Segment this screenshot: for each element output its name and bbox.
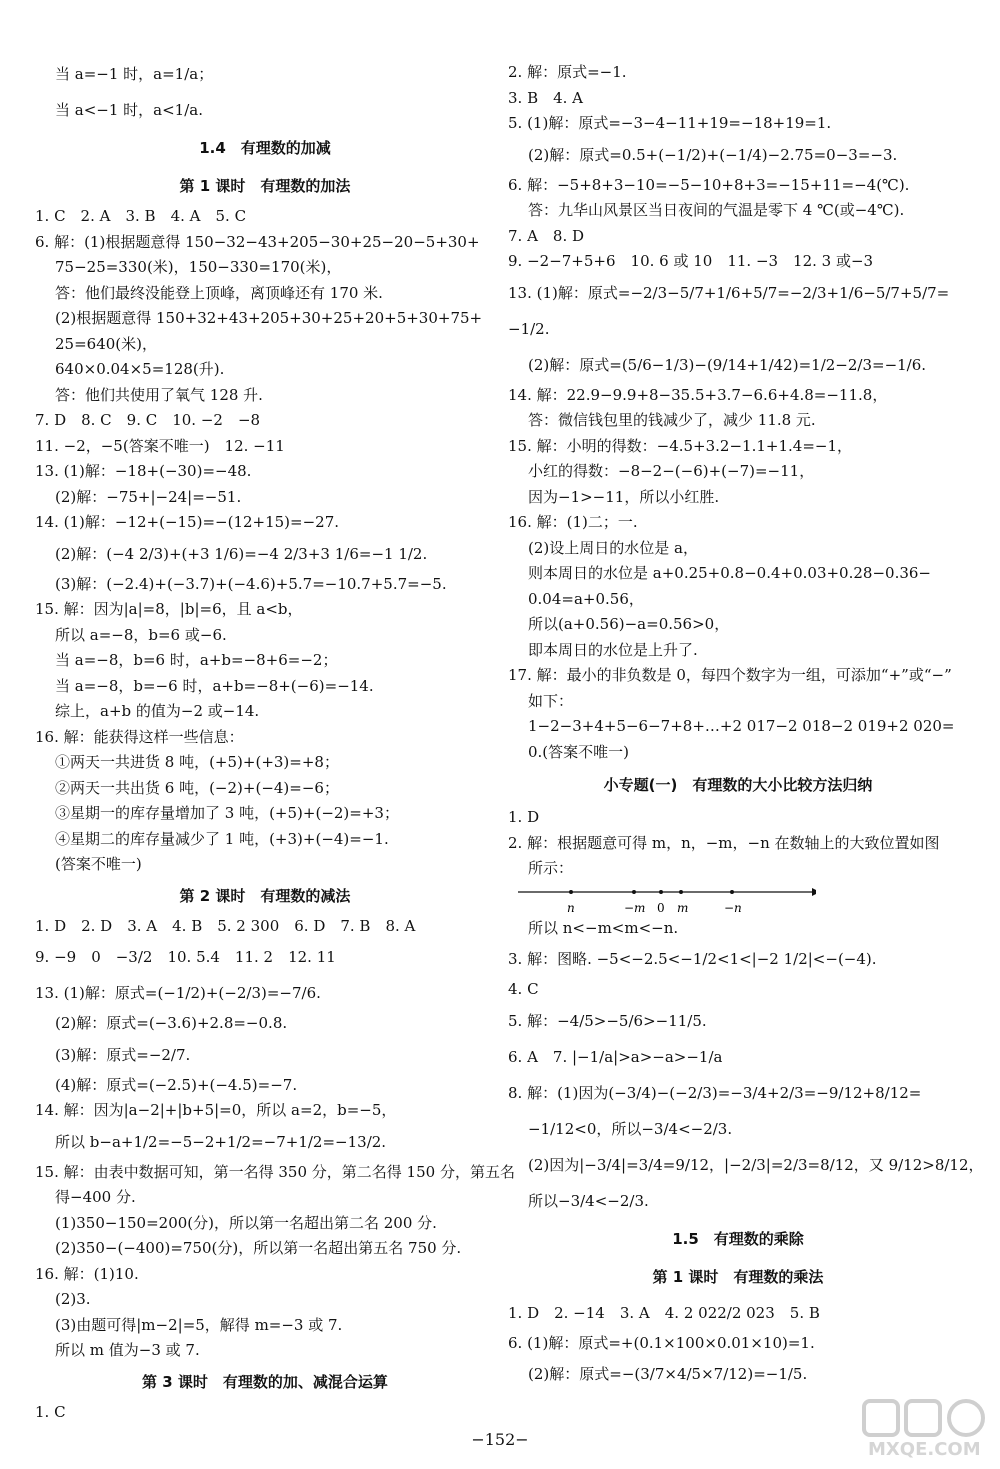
text-line: (2)解：原式=(5/6−1/3)−(9/14+1/42)=1/2−2/3=−1/6. bbox=[528, 355, 927, 374]
number-line bbox=[516, 882, 816, 916]
text-line: 所以 n<−m<m<−n. bbox=[528, 918, 679, 937]
number-line-arrow bbox=[812, 888, 816, 896]
text-line: ①两天一共进货 8 吨，(+5)+(+3)=+8； bbox=[55, 753, 339, 771]
text-line: 所以 a=−8，b=6 或−6. bbox=[55, 625, 227, 644]
text-line: 0.(答案不唯一) bbox=[528, 742, 630, 761]
text-line: 17. 解：最小的非负数是 0，每四个数字为一组，可添加“+”或“−” bbox=[508, 666, 952, 684]
text-line: 1. D bbox=[508, 808, 540, 826]
text-line: (2)解：原式=−(3/7×4/5×7/12)=−1/5. bbox=[528, 1365, 808, 1383]
text-line: 15. 解：由表中数据可知，第一名得 350 分，第二名得 150 分，第五名 bbox=[35, 1162, 515, 1181]
text-line: (3)解：原式=−2/7. bbox=[55, 1045, 191, 1064]
text-line: ②两天一共出货 6 吨，(−2)+(−4)=−6； bbox=[55, 778, 339, 797]
section-heading: 小专题(一) 有理数的大小比较方法归纳 bbox=[603, 776, 873, 794]
point-neg-n bbox=[730, 890, 734, 894]
text-line: 6. 解：−5+8+3−10=−5−10+8+3=−15+11=−4(℃). bbox=[508, 175, 910, 194]
text-line: 答：他们共使用了氧气 128 升. bbox=[55, 385, 263, 404]
text-line: 当 a=−8，b=6 时，a+b=−8+6=−2； bbox=[55, 651, 338, 669]
label-n: n bbox=[567, 900, 575, 915]
text-line: (3)由题可得|m−2|=5，解得 m=−3 或 7. bbox=[55, 1315, 343, 1334]
text-line: 所以−3/4<−2/3. bbox=[528, 1191, 649, 1210]
text-line: 16. 解：(1)10. bbox=[35, 1264, 139, 1283]
text-line: 1. D 2. D 3. A 4. B 5. 2 300 6. D 7. B 8. A bbox=[35, 916, 416, 935]
text-line: ④星期二的库存量减少了 1 吨，(+3)+(−4)=−1. bbox=[55, 829, 389, 848]
text-line: 5. (1)解：原式=−3−4−11+19=−18+19=1. bbox=[508, 114, 832, 132]
label-m: m bbox=[677, 900, 689, 915]
point-m bbox=[679, 890, 683, 894]
text-line: 7. D 8. C 9. C 10. −2 −8 bbox=[35, 411, 261, 429]
text-line: 15. 解：小明的得数：−4.5+3.2−1.1+1.4=−1， bbox=[508, 436, 852, 455]
text-line: (2)3. bbox=[55, 1290, 91, 1308]
section-heading: 1.4 有理数的加减 bbox=[199, 139, 331, 157]
text-line: 6. 解：(1)根据题意得 150−32−43+205−30+25−20−5+30+ bbox=[35, 232, 480, 251]
text-line: 2. 解：根据题意可得 m，n，−m，−n 在数轴上的大致位置如图 bbox=[508, 833, 940, 852]
page-number: −152− bbox=[471, 1430, 529, 1449]
text-line: 小红的得数：−8−2−(−6)+(−7)=−11， bbox=[528, 462, 815, 480]
section-heading: 1.5 有理数的乘除 bbox=[672, 1229, 804, 1248]
text-line: (2)解：原式=(−3.6)+2.8=−0.8. bbox=[55, 1014, 288, 1032]
point-neg-m bbox=[632, 890, 636, 894]
text-line: 9. −9 0 −3/2 10. 5.4 11. 2 12. 11 bbox=[35, 948, 336, 966]
text-line: 1. C 2. A 3. B 4. A 5. C bbox=[35, 207, 247, 225]
right-column bbox=[508, 60, 984, 1392]
text-line: 得−400 分. bbox=[55, 1188, 136, 1206]
text-line: (2)根据题意得 150+32+43+205+30+25+20+5+30+75+ bbox=[55, 309, 483, 327]
text-line: 如下： bbox=[528, 691, 574, 710]
text-line: 13. (1)解：原式=(−1/2)+(−2/3)=−7/6. bbox=[35, 984, 321, 1002]
text-line: 综上，a+b 的值为−2 或−14. bbox=[55, 702, 260, 720]
label-zero: 0 bbox=[657, 900, 665, 915]
point-n bbox=[569, 890, 573, 894]
text-line: −1/12<0，所以−3/4<−2/3. bbox=[528, 1119, 733, 1138]
text-line: 4. C bbox=[508, 980, 539, 998]
text-line: (答案不唯一) bbox=[55, 855, 142, 873]
text-line: 1−2−3+4+5−6−7+8+…+2 017−2 018−2 019+2 020= bbox=[528, 717, 955, 735]
text-line: (2)设上周日的水位是 a， bbox=[528, 538, 698, 557]
text-line: 8. 解：(1)因为(−3/4)−(−2/3)=−3/4+2/3=−9/12+8/12= bbox=[508, 1083, 922, 1102]
text-line: 14. (1)解：−12+(−15)=−(12+15)=−27. bbox=[35, 513, 340, 531]
lesson-heading: 第 1 课时 有理数的加法 bbox=[179, 177, 351, 195]
text-line: 所以 m 值为−3 或 7. bbox=[55, 1341, 200, 1359]
text-line: 1. C bbox=[35, 1402, 66, 1421]
text-line: 9. −2−7+5+6 10. 6 或 10 11. −3 12. 3 或−3 bbox=[508, 252, 874, 270]
text-line: 16. 解：(1)二；一. bbox=[508, 513, 638, 531]
lesson-heading: 第 2 课时 有理数的减法 bbox=[179, 886, 351, 905]
text-line: 则本周日的水位是 a+0.25+0.8−0.4+0.03+0.28−0.36− bbox=[528, 564, 931, 582]
text-line: 当 a=−1 时，a=1/a； bbox=[55, 65, 214, 83]
text-line: 15. 解：因为|a|=8，|b|=6，且 a<b， bbox=[35, 600, 303, 618]
text-line: 11. −2，−5(答案不唯一) 12. −11 bbox=[35, 436, 285, 455]
text-line: 25=640(米)， bbox=[55, 334, 157, 353]
text-line: 14. 解：因为|a−2|+|b+5|=0，所以 a=2，b=−5， bbox=[35, 1101, 397, 1119]
text-line: (2)因为|−3/4|=3/4=9/12，|−2/3|=2/3=8/12，又 9/12>8/12， bbox=[528, 1155, 984, 1174]
text-line: (4)解：原式=(−2.5)+(−4.5)=−7. bbox=[55, 1075, 298, 1094]
text-line: 7. A 8. D bbox=[508, 226, 585, 245]
text-line: (2)350−(−400)=750(分)，所以第一名超出第五名 750 分. bbox=[55, 1239, 462, 1257]
number-line-figure bbox=[508, 882, 968, 916]
text-line: (2)解：原式=0.5+(−1/2)+(−1/4)−2.75=0−3=−3. bbox=[528, 145, 898, 164]
label-neg-m: −m bbox=[624, 900, 646, 915]
text-line: 所示： bbox=[528, 859, 574, 877]
text-line: 即本周日的水位是上升了. bbox=[528, 640, 698, 659]
text-line: ③星期一的库存量增加了 3 吨，(+5)+(−2)=+3； bbox=[55, 804, 399, 822]
text-line: 所以(a+0.56)−a=0.56>0， bbox=[528, 615, 730, 633]
text-line: 2. 解：原式=−1. bbox=[508, 63, 627, 81]
lesson-heading: 第 3 课时 有理数的加、减混合运算 bbox=[142, 1372, 388, 1391]
watermark-logo bbox=[860, 1395, 990, 1465]
lesson-heading: 第 1 课时 有理数的乘法 bbox=[652, 1267, 824, 1286]
left-column bbox=[35, 56, 515, 1425]
text-line: 6. A 7. |−1/a|>a>−a>−1/a bbox=[508, 1047, 723, 1066]
text-line: 13. (1)解：原式=−2/3−5/7+1/6+5/7=−2/3+1/6−5/7+5/7= bbox=[508, 283, 950, 302]
point-zero bbox=[659, 890, 663, 894]
text-line: 13. (1)解：−18+(−30)=−48. bbox=[35, 462, 252, 480]
text-line: 5. 解：−4/5>−5/6>−11/5. bbox=[508, 1011, 707, 1030]
text-line: 答：微信钱包里的钱减少了，减少 11.8 元. bbox=[528, 411, 816, 429]
text-line: 所以 b−a+1/2=−5−2+1/2=−7+1/2=−13/2. bbox=[55, 1132, 387, 1151]
text-line: (3)解：(−2.4)+(−3.7)+(−4.6)+5.7=−10.7+5.7=−5. bbox=[55, 574, 447, 593]
text-line: 当 a=−8，b=−6 时，a+b=−8+(−6)=−14. bbox=[55, 676, 374, 695]
text-line: 640×0.04×5=128(升). bbox=[55, 360, 225, 378]
text-line: (2)解：(−4 2/3)+(+3 1/6)=−4 2/3+3 1/6=−1 1/2. bbox=[55, 544, 428, 563]
watermark-icon bbox=[860, 1395, 990, 1441]
text-line: 当 a<−1 时，a<1/a. bbox=[55, 101, 203, 119]
text-line: 答：他们最终没能登上顶峰，离顶峰还有 170 米. bbox=[55, 283, 383, 302]
text-line: 75−25=330(米)，150−330=170(米)， bbox=[55, 258, 342, 276]
text-line: 答：九华山风景区当日夜间的气温是零下 4 ℃(或−4℃). bbox=[528, 201, 905, 219]
text-line: −1/2. bbox=[508, 319, 550, 338]
text-line: 因为−1>−11，所以小红胜. bbox=[528, 487, 720, 506]
text-line: 6. (1)解：原式=+(0.1×100×0.01×10)=1. bbox=[508, 1333, 815, 1352]
text-line: 16. 解：能获得这样一些信息： bbox=[35, 727, 244, 746]
text-line: 3. 解：图略. −5<−2.5<−1/2<1<|−2 1/2|<−(−4). bbox=[508, 950, 877, 968]
text-line: 14. 解：22.9−9.9+8−35.5+3.7−6.6+4.8=−11.8， bbox=[508, 385, 888, 404]
text-line: 0.04=a+0.56， bbox=[528, 589, 644, 608]
label-neg-n: −n bbox=[724, 900, 742, 915]
text-line: 1. D 2. −14 3. A 4. 2 022/2 023 5. B bbox=[508, 1303, 820, 1322]
text-line: (2)解：−75+|−24|=−51. bbox=[55, 487, 242, 506]
watermark-text: MXQE.COM bbox=[868, 1439, 981, 1460]
text-line: (1)350−150=200(分)，所以第一名超出第二名 200 分. bbox=[55, 1213, 437, 1232]
text-line: 3. B 4. A bbox=[508, 88, 584, 107]
